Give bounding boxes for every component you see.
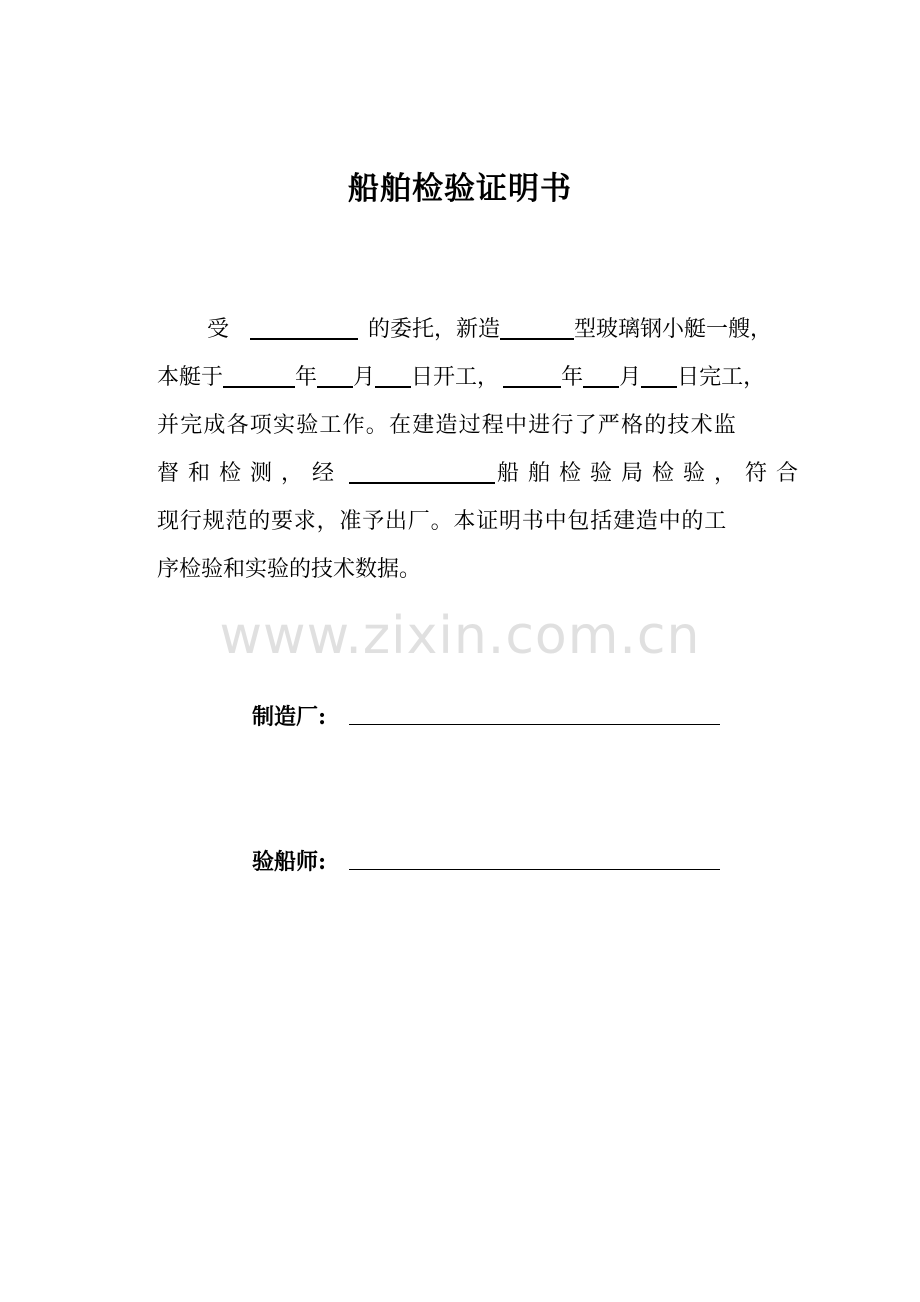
line1-text-b: 的委托，新造 — [368, 317, 501, 342]
line2-text-a: 本艇于 — [157, 365, 224, 390]
manufacturer-label: 制造厂: — [252, 704, 327, 730]
start-day-blank — [375, 364, 411, 388]
authority-blank — [349, 460, 495, 484]
line1-text-c: 型玻璃钢小艇一艘， — [574, 317, 773, 342]
surveyor-label: 验船师: — [252, 849, 327, 875]
paragraph-line-1 — [157, 315, 772, 345]
line2-text-c: 月 — [353, 365, 376, 390]
line2-text-e: 年 — [561, 365, 584, 390]
end-year-blank — [503, 364, 561, 388]
client-blank — [250, 316, 358, 340]
paragraph-line-5: 现行规范的要求，准予出厂。本证明书中包括建造中的工 — [157, 509, 728, 534]
paragraph-line-2 — [157, 363, 765, 393]
manufacturer-signature-line — [349, 724, 720, 725]
line2-text-f: 月 — [619, 365, 642, 390]
line2-text-d: 日开工， — [411, 365, 500, 390]
line4-text-a: 督和检测，经 — [157, 461, 344, 486]
surveyor-signature-line — [349, 869, 720, 870]
line1-text-a: 受 — [207, 317, 230, 342]
paragraph-line-6: 序检验和实验的技术数据。 — [157, 557, 422, 582]
model-blank — [500, 316, 574, 340]
paragraph-line-3: 并完成各项实验工作。在建造过程中进行了严格的技术监 — [157, 413, 738, 438]
line2-text-b: 年 — [295, 365, 318, 390]
start-year-blank — [223, 364, 295, 388]
line4-text-b: 船舶检验局检验，符合 — [497, 461, 808, 486]
line2-text-g: 日完工， — [677, 365, 766, 390]
end-month-blank — [583, 364, 619, 388]
end-day-blank — [641, 364, 677, 388]
start-month-blank — [317, 364, 353, 388]
document-title: 船舶检验证明书 — [348, 171, 572, 207]
paragraph-line-4 — [157, 459, 807, 489]
watermark-text: www.zixin.com.cn — [219, 606, 701, 666]
